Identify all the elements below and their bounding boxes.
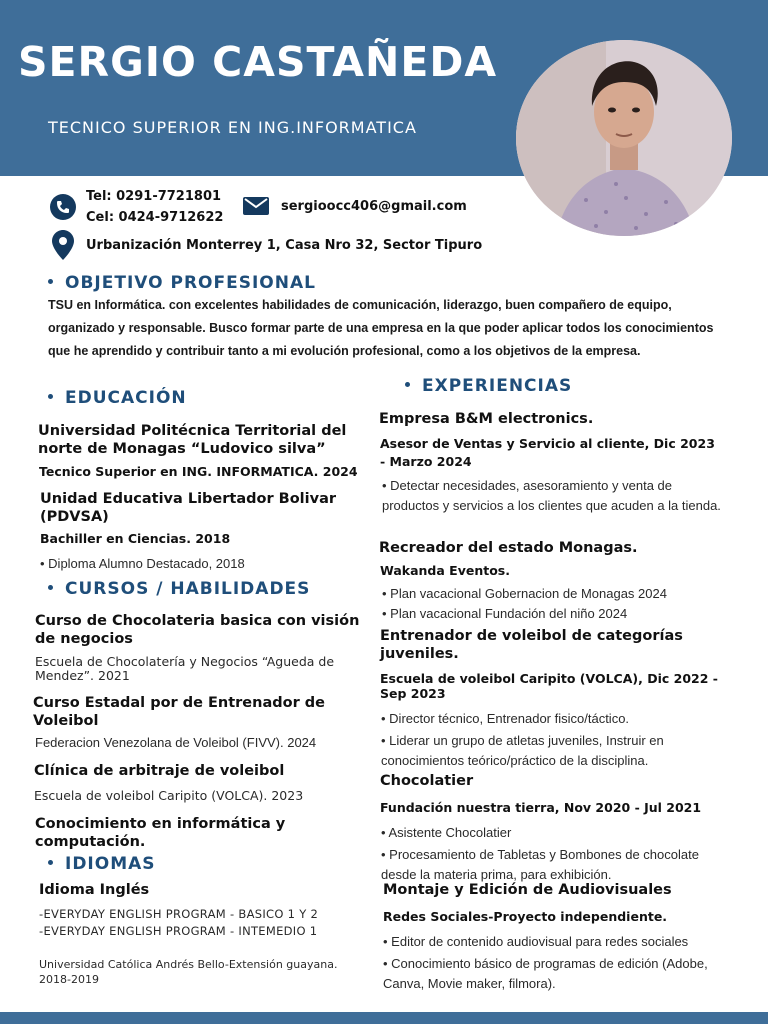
bullet-dot: [48, 860, 53, 865]
experience-bullet: • Detectar necesidades, asesoramiento y venta de productos y servicios a los clientes que acuden a la tienda.: [382, 478, 721, 513]
language-institution: Universidad Católica Andrés Bello-Extensión guayana. 2018-2019: [39, 958, 338, 986]
course-name: Conocimiento en informática y computación.: [35, 816, 286, 850]
experience-bullet: • Procesamiento de Tabletas y Bombones de chocolate desde la materia prima, para exhibición.: [381, 847, 699, 882]
education-heading: EDUCACIÓN: [48, 388, 187, 408]
language-program: -EVERYDAY ENGLISH PROGRAM - BASICO 1 Y 2: [39, 907, 319, 921]
experience-company: Montaje y Edición de Audiovisuales: [383, 882, 672, 898]
experience-bullet: • Conocimiento básico de programas de edición (Adobe, Canva, Movie maker, filmora).: [383, 956, 708, 991]
bullet-dot: [48, 585, 53, 590]
education-degree: Tecnico Superior en ING. INFORMATICA. 2024: [39, 464, 358, 479]
education-degree: Bachiller en Ciencias. 2018: [40, 531, 231, 546]
experience-bullet: • Editor de contenido audiovisual para redes sociales: [383, 934, 689, 949]
email-address[interactable]: sergioocc406@gmail.com: [281, 199, 467, 214]
bullet-dot: [48, 394, 53, 399]
course-detail: Escuela de Chocolatería y Negocios “Agueda de Mendez”. 2021: [35, 654, 335, 683]
course-name: Curso Estadal por de Entrenador de Voleibol: [33, 695, 325, 729]
experience-bullet: • Director técnico, Entrenador fisico/táctico.: [381, 711, 630, 726]
language-name: Idioma Inglés: [39, 882, 150, 898]
courses-heading: CURSOS / HABILIDADES: [48, 579, 310, 599]
course-name: Clínica de arbitraje de voleibol: [34, 763, 285, 779]
objective-text: TSU en Informática. con excelentes habilidades de comunicación, liderazgo, buen compañero de equipo, organizado y responsable. Busco formar parte de una empresa en la que poder aplicar todos los conocimientos que he aprendido y contribuir tanto a mi evolución profesional, como a los objetivos de la empresa.: [48, 298, 714, 358]
course-detail: Escuela de voleibol Caripito (VOLCA). 2023: [34, 788, 304, 803]
phone-tel[interactable]: Tel: 0291-7721801: [86, 189, 222, 204]
education-note: • Diploma Alumno Destacado, 2018: [40, 556, 245, 571]
experience-role: Asesor de Ventas y Servicio al cliente, Dic 2023 - Marzo 2024: [380, 436, 715, 469]
languages-heading: IDIOMAS: [48, 854, 156, 874]
experience-bullet: • Asistente Chocolatier: [381, 825, 512, 840]
profile-photo: [516, 40, 732, 236]
phone-cel[interactable]: Cel: 0424-9712622: [86, 210, 224, 225]
experience-bullet: • Plan vacacional Fundación del niño 2024: [382, 606, 628, 621]
course-detail: Federacion Venezolana de Voleibol (FIVV). 2024: [35, 735, 317, 750]
home-address: Urbanización Monterrey 1, Casa Nro 32, Sector Tipuro: [86, 238, 483, 253]
experience-company: Entrenador de voleibol de categorías juveniles.: [380, 628, 683, 662]
experience-role: Escuela de voleibol Caripito (VOLCA), Dic 2022 - Sep 2023: [380, 671, 718, 701]
education-school: Universidad Politécnica Territorial del norte de Monagas “Ludovico silva”: [38, 423, 347, 457]
bullet-dot: [48, 279, 53, 284]
email-icon: [243, 197, 269, 215]
candidate-title: TECNICO SUPERIOR EN ING.INFORMATICA: [48, 118, 417, 137]
candidate-name: SERGIO CASTAÑEDA: [18, 38, 498, 86]
experience-bullet: • Plan vacacional Gobernacion de Monagas 2024: [382, 586, 667, 601]
course-name: Curso de Chocolateria basica con visión de negocios: [35, 613, 360, 647]
phone-icon: [50, 194, 76, 220]
objective-heading: OBJETIVO PROFESIONAL: [48, 273, 316, 293]
education-school: Unidad Educativa Libertador Bolivar (PDVSA): [40, 491, 337, 525]
bullet-dot: [405, 382, 410, 387]
experience-bullet: • Liderar un grupo de atletas juveniles, Instruir en conocimientos teórico/práctico de la disciplina.: [381, 733, 664, 768]
location-pin-icon: [52, 230, 74, 260]
experience-role: Fundación nuestra tierra, Nov 2020 - Jul 2021: [380, 800, 702, 815]
footer-band: [0, 1012, 768, 1024]
experience-company: Empresa B&M electronics.: [379, 411, 594, 427]
experience-company: Recreador del estado Monagas.: [379, 540, 638, 556]
experience-heading: EXPERIENCIAS: [405, 376, 572, 396]
language-program: -EVERYDAY ENGLISH PROGRAM - INTEMEDIO 1: [39, 924, 318, 938]
experience-role: Wakanda Eventos.: [380, 563, 510, 578]
experience-company: Chocolatier: [380, 773, 474, 789]
experience-role: Redes Sociales-Proyecto independiente.: [383, 909, 668, 924]
